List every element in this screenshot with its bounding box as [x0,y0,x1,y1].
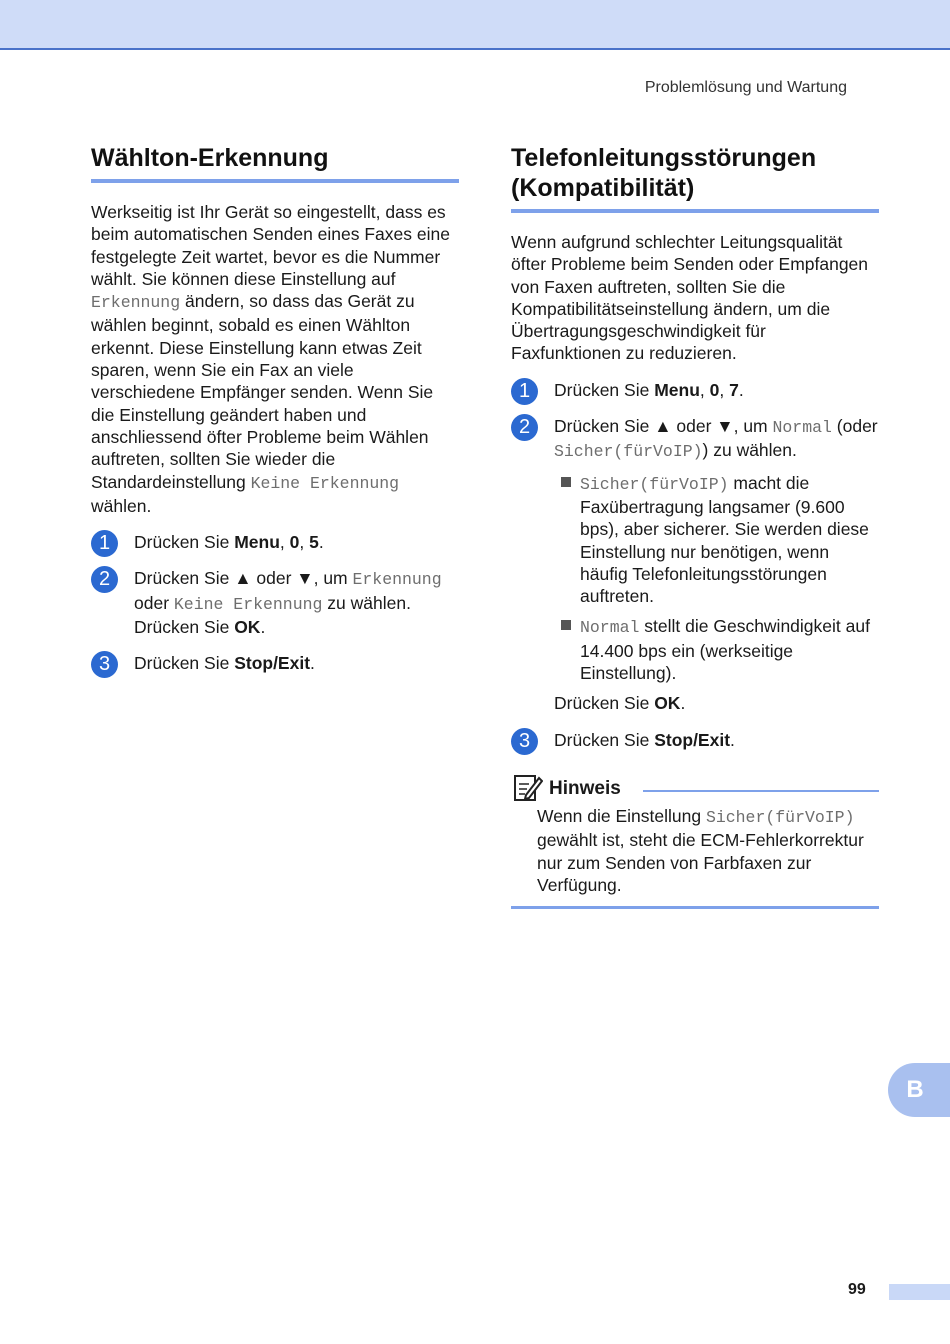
step-item: 1 Drücken Sie Menu, 0, 5. [91,531,459,553]
step-number-badge: 1 [91,530,118,557]
up-arrow-icon: ▲ [654,416,672,437]
ok-instruction: Drücken Sie OK. [554,693,686,714]
step-number-badge: 3 [511,728,538,755]
step-item: 3 Drücken Sie Stop/Exit. [511,729,879,751]
note-header [511,773,879,805]
note-pencil-icon [513,773,543,808]
step-number-badge: 3 [91,651,118,678]
top-band [0,0,950,50]
running-header: Problemlösung und Wartung [644,79,847,96]
bullet-list [554,472,879,685]
intro-paragraph: Wenn aufgrund schlechter Leitungsqualität öfter Probleme beim Senden oder Empfangen von Faxen auftreten, sollten Sie die Kompatibilitätseinstellung ändern, um die Übertragungsgeschwindigkeit für Faxfunktionen zu reduzieren. [511,232,869,364]
step-number-badge: 1 [511,378,538,405]
note-box [511,773,879,909]
section-title-dial-tone: Wählton-Erkennung [91,143,459,183]
step-item: 2 Drücken Sie ▲ oder ▼, um Normal (oder Sicher(fürVoIP)) zu wählen. Sicher(fürVoIP) macht die Faxübertragung langsamer (9.600 bps), aber sicherer. Sie werden diese Einstellung nur benötigen, wenn häufig Telefonleitungsstörungen auftreten. Normal stellt die Geschwindigkeit auf 14.400 bps ein (werkseitige Einstellung). Drücken Sie OK. [511,415,879,715]
step-list [91,531,459,674]
step-item: 2 Drücken Sie ▲ oder ▼, um Erkennung oder Keine Erkennung zu wählen. Drücken Sie OK. [91,567,459,638]
square-bullet-icon [561,620,571,630]
left-column [91,143,459,675]
chapter-tab: B [888,1063,950,1117]
up-arrow-icon: ▲ [234,568,252,589]
footer-bar [889,1284,950,1300]
bullet-item: Sicher(fürVoIP) macht die Faxübertragung langsamer (9.600 bps), aber sicherer. Sie werden diese Einstellung nur benötigen, wenn häufig Telefonleitungsstörungen auftreten. [554,472,879,608]
note-text: Wenn die Einstellung Sicher(fürVoIP) gewählt ist, steht die ECM-Fehlerkorrektur nur zum Senden von Farbfaxen zur Verfügung. [537,805,864,895]
step-list [511,379,879,751]
bullet-item: Normal stellt die Geschwindigkeit auf 14.400 bps ein (werkseitige Einstellung). [554,615,879,684]
intro-paragraph: Werkseitig ist Ihr Gerät so eingestellt, dass es beim automatischen Senden eines Faxes eine festgelegte Zeit wartet, bevor es die Nummer wählt. Sie können diese Einstellung auf Erkennung ändern, so dass das Gerät zu wählen beginnt, sobald es einen Wählton erkennt. Diese Einstellung kann etwas Zeit sparen, wenn Sie ein Fax an viele verschiedene Empfänger senden. Wenn Sie die Einstellung geändert haben und anschliessend öfter Probleme beim Wählen auftreten, sollten Sie wieder die Standardeinstellung Keine Erkennung wählen. [91,202,450,516]
right-column [511,143,879,909]
note-header-rule [643,790,879,792]
section-title-line-interference: Telefonleitungsstörungen (Kompatibilität) [511,143,879,213]
step-item: 1 Drücken Sie Menu, 0, 7. [511,379,879,401]
note-title: Hinweis [549,777,621,799]
step-item: 3 Drücken Sie Stop/Exit. [91,652,459,674]
step-number-badge: 2 [511,414,538,441]
step-number-badge: 2 [91,566,118,593]
down-arrow-icon: ▼ [716,416,734,437]
square-bullet-icon [561,477,571,487]
down-arrow-icon: ▼ [296,568,314,589]
page-number: 99 [848,1281,866,1298]
